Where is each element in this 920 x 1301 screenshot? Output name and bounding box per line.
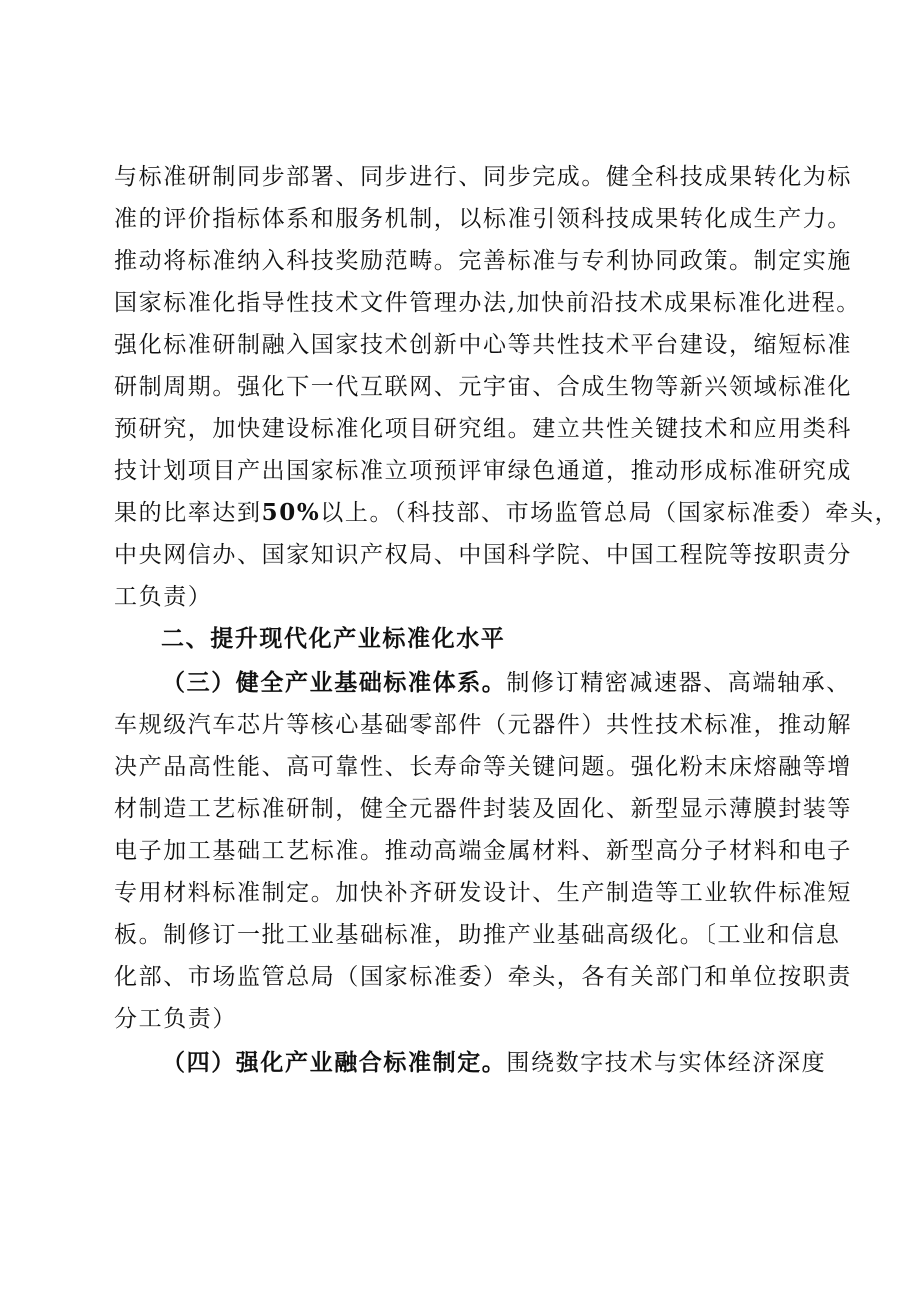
paragraph-line: 与标准研制同步部署、同步进行、同步完成。健全科技成果转化为标 <box>114 164 852 190</box>
paragraph-line: 准的评价指标体系和服务机制，以标准引领科技成果转化成生产力。 <box>114 206 852 232</box>
line-text: 果的比率达到 <box>114 500 262 526</box>
percentage-value: 50% <box>261 499 321 526</box>
line-text: 围绕数字技术与实体经济深度 <box>506 1050 827 1076</box>
paragraph-line: 决产品高性能、高可靠性、长寿命等关键问题。强化粉末床熔融等增 <box>114 754 852 780</box>
paragraph-line <box>114 498 900 528</box>
paragraph-line: 研制周期。强化下一代互联网、元宇宙、合成生物等新兴领域标准化 <box>114 374 852 400</box>
paragraph-line: 分工负责） <box>114 1006 237 1032</box>
subsection-title: （四）强化产业融合标准制定。 <box>162 1049 507 1076</box>
paragraph-line: 强化标准研制融入国家技术创新中心等共性技术平台建设，缩短标准 <box>114 332 852 358</box>
subsection-title: （三）健全产业基础标准体系。 <box>162 669 507 696</box>
paragraph-line: 材制造工艺标准研制，健全元器件封装及固化、新型显示薄膜封装等 <box>114 796 852 822</box>
line-text: 制修订精密减速器、高端轴承、 <box>506 670 851 696</box>
subsection-first-line <box>162 1048 842 1078</box>
paragraph-line: 板。制修订一批工业基础标准，助推产业基础高级化。〔工业和信息 <box>114 922 841 948</box>
paragraph-line: 预研究，加快建设标准化项目研究组。建立共性关键技术和应用类科 <box>114 416 852 442</box>
section-heading: 二、提升现代化产业标准化水平 <box>161 625 506 652</box>
paragraph-line: 工负责） <box>114 584 213 610</box>
paragraph-line: 技计划项目产出国家标准立项预评审绿色通道，推动形成标准研究成 <box>114 458 852 484</box>
paragraph-line: 电子加工基础工艺标准。推动高端金属材料、新型高分子材料和电子 <box>114 838 852 864</box>
paragraph-line: 专用材料标准制定。加快补齐研发设计、生产制造等工业软件标准短 <box>114 880 852 906</box>
paragraph-line: 化部、市场监管总局（国家标准委）牵头，各有关部门和单位按职责 <box>114 964 852 990</box>
paragraph-line: 中央网信办、国家知识产权局、中国科学院、中国工程院等按职责分 <box>114 542 852 568</box>
paragraph-line: 推动将标准纳入科技奖励范畴。完善标准与专利协同政策。制定实施 <box>114 248 852 274</box>
subsection-first-line <box>162 668 851 698</box>
line-text: 以上。（科技部、市场监管总局（国家标准委）牵头， <box>320 500 900 526</box>
paragraph-line: 车规级汽车芯片等核心基础零部件（元器件）共性技术标准，推动解 <box>114 712 852 738</box>
paragraph-line: 国家标准化指导性技术文件管理办法,加快前沿技术成果标准化进程。 <box>114 290 861 316</box>
